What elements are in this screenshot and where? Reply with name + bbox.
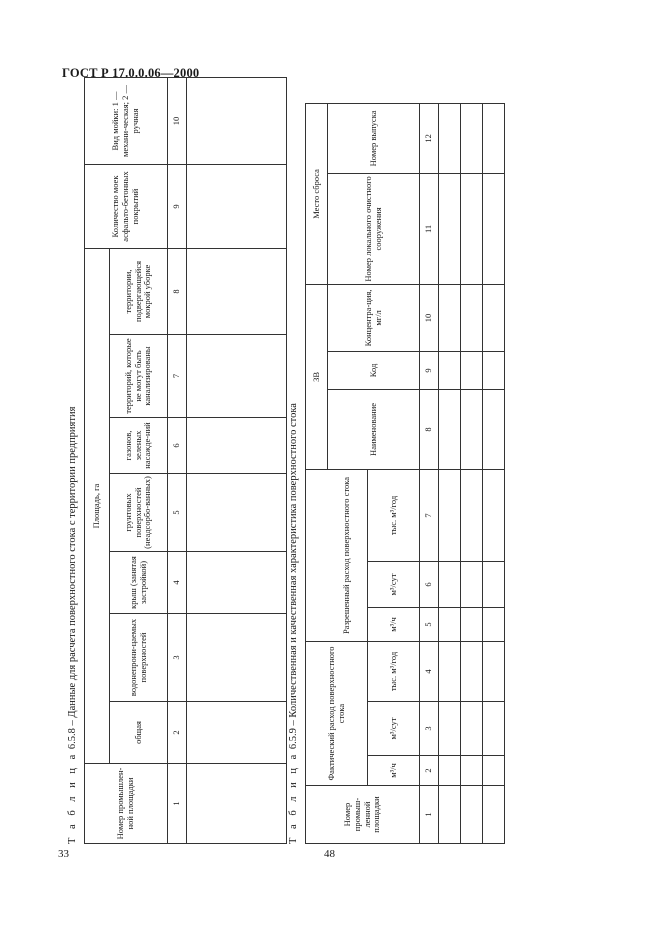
- table-658-colnum: 7: [168, 335, 187, 418]
- table-659-colnum: 6: [420, 561, 439, 607]
- table-658-caption-number: 6.5.8: [67, 728, 78, 750]
- table-658-cell: [187, 764, 287, 844]
- table-659-caption-prefix: Т а б л и ц а: [288, 751, 299, 844]
- table-658-block: [62, 85, 287, 844]
- table-659-cell: [461, 641, 483, 701]
- table-659-header-number: Номер промыш-ленной площадки: [306, 786, 420, 844]
- table-658-caption: [62, 104, 84, 844]
- table-659-cell: [461, 389, 483, 469]
- table-659-unit-m3h: м³/ч: [368, 607, 420, 641]
- table-659-header-name: Наименование: [328, 389, 420, 469]
- table-row: [483, 103, 505, 843]
- table-658-header-area: Площадь, га: [85, 248, 110, 763]
- table-658-header-waterproof: водонепрони-цаемых поверхностей: [110, 614, 168, 702]
- table-659-cell: [461, 786, 483, 844]
- table-659-colnum: 12: [420, 103, 439, 173]
- table-658-cell: [187, 164, 287, 248]
- table-659-colnum: 10: [420, 284, 439, 351]
- table-659-colnum: 2: [420, 756, 439, 786]
- table-658-caption-prefix: Т а б л и ц а: [67, 751, 78, 844]
- table-658-caption-text: – Данные для расчета поверхностного стока с территории предприятия: [67, 406, 78, 726]
- table-659-header-zv: ЗВ: [306, 284, 328, 469]
- table-659-cell: [439, 103, 461, 173]
- table-659-caption-text: – Количественная и качественная характеристика поверхностного стока: [288, 403, 299, 726]
- table-659-cell: [461, 561, 483, 607]
- table-659-cell: [439, 641, 461, 701]
- table-658-cell: [187, 335, 287, 418]
- table-659-header-actual: Фактический расход поверхностного стока: [306, 641, 368, 785]
- table-659-colnum: 3: [420, 702, 439, 756]
- table-658-header-total: общая: [110, 702, 168, 764]
- table-658-header-lawns: газонов, зеленых насажде-ний: [110, 418, 168, 474]
- table-659-cell: [439, 389, 461, 469]
- table-659-caption: [283, 104, 305, 844]
- table-659-colnum: 5: [420, 607, 439, 641]
- table-658-colnum: 6: [168, 418, 187, 474]
- table-658-colnum: 4: [168, 552, 187, 614]
- table-659-caption-number: 6.5.9: [288, 728, 299, 750]
- table-659-colnum: 9: [420, 351, 439, 389]
- document-code: ГОСТ Р 17.0.0.06—2000: [62, 66, 200, 80]
- table-659-cell: [483, 756, 505, 786]
- table-659-cell: [483, 103, 505, 173]
- table-659-cell: [461, 702, 483, 756]
- table-659-unit-m3day: м³/сут: [368, 561, 420, 607]
- table-659-cell: [439, 561, 461, 607]
- table-658-header-washtype: Вид мойки: 1 — механи-ческая; 2 — ручная: [85, 77, 168, 164]
- table-658-cell: [187, 702, 287, 764]
- table-659-header-allowed: Разрешенный расход поверхностного стока: [328, 469, 368, 641]
- table-659-colnum: 7: [420, 469, 439, 561]
- table-658-header-ground: грунтовых поверхностей (неадсорбо-ванных): [110, 474, 168, 552]
- page-number-left: 33: [58, 848, 69, 860]
- table-658-colnum: 9: [168, 164, 187, 248]
- table-658-cell: [187, 614, 287, 702]
- table-659-unit-kyear: тыс. м³/год: [368, 641, 420, 701]
- table-658-colnum: 8: [168, 248, 187, 334]
- table-658: [84, 3, 287, 844]
- table-659-header-local: Номер локального очистного сооружения: [328, 173, 420, 284]
- table-658-colnum: 10: [168, 77, 187, 164]
- table-659-cell: [439, 469, 461, 561]
- table-659: [305, 103, 505, 844]
- table-658-colnum: 5: [168, 474, 187, 552]
- table-row: [461, 103, 483, 843]
- table-658-cell: [187, 552, 287, 614]
- table-659-unit-m3h: м³/ч: [368, 756, 420, 786]
- table-row: [439, 103, 461, 843]
- table-659-colnum: 4: [420, 641, 439, 701]
- table-659-header-allowed-spacer: [306, 469, 328, 641]
- table-659-colnum: 1: [420, 786, 439, 844]
- table-659-cell: [483, 786, 505, 844]
- table-659-cell: [461, 284, 483, 351]
- table-659-cell: [483, 607, 505, 641]
- table-658-cell: [187, 474, 287, 552]
- table-659-cell: [461, 469, 483, 561]
- table-659-cell: [439, 284, 461, 351]
- table-659-cell: [439, 173, 461, 284]
- table-659-cell: [483, 561, 505, 607]
- table-659-cell: [439, 702, 461, 756]
- table-659-cell: [483, 389, 505, 469]
- table-659-cell: [439, 756, 461, 786]
- table-659-cell: [483, 469, 505, 561]
- table-659-cell: [439, 351, 461, 389]
- table-659-header-conc: Концентра-ция, мг/л: [328, 284, 420, 351]
- table-658-header-wet: территории, подвергающейся мокрой уборке: [110, 248, 168, 334]
- table-659-cell: [461, 173, 483, 284]
- table-658-header-number: Номер промышлен-ной площадки: [85, 764, 168, 844]
- table-658-colnum: 3: [168, 614, 187, 702]
- table-659-cell: [439, 607, 461, 641]
- table-659-header-discharge: Место сброса: [306, 103, 328, 284]
- table-659-colnum: 8: [420, 389, 439, 469]
- table-659-colnum: 11: [420, 173, 439, 284]
- table-659-header-outlet: Номер выпуска: [328, 103, 420, 173]
- table-659-cell: [483, 284, 505, 351]
- table-659-cell: [439, 786, 461, 844]
- table-659-unit-kyear: тыс. м³/год: [368, 469, 420, 561]
- table-658-colnum: 2: [168, 702, 187, 764]
- table-659-header-code: Код: [328, 351, 420, 389]
- table-659-cell: [483, 641, 505, 701]
- table-658-header-washes: Количество моек асфальто-бетонных покрытий: [85, 164, 168, 248]
- table-658-margin: [85, 3, 287, 77]
- table-659-cell: [483, 173, 505, 284]
- table-row: [187, 3, 287, 843]
- table-658-colnum: 1: [168, 764, 187, 844]
- table-658-header-roofs: крыш (занятая застройкой): [110, 552, 168, 614]
- table-658-header-nonsewer: территорий, которые не могут быть канализированы: [110, 335, 168, 418]
- table-658-cell: [187, 418, 287, 474]
- table-658-cell: [187, 77, 287, 164]
- table-659-block: [283, 104, 505, 844]
- table-659-cell: [461, 607, 483, 641]
- page-number-center: 48: [324, 848, 335, 860]
- table-659-cell: [483, 351, 505, 389]
- table-659-cell: [461, 756, 483, 786]
- table-659-unit-m3day: м³/сут: [368, 702, 420, 756]
- table-659-cell: [461, 103, 483, 173]
- table-658-cell: [187, 248, 287, 334]
- table-659-cell: [461, 351, 483, 389]
- table-659-cell: [483, 702, 505, 756]
